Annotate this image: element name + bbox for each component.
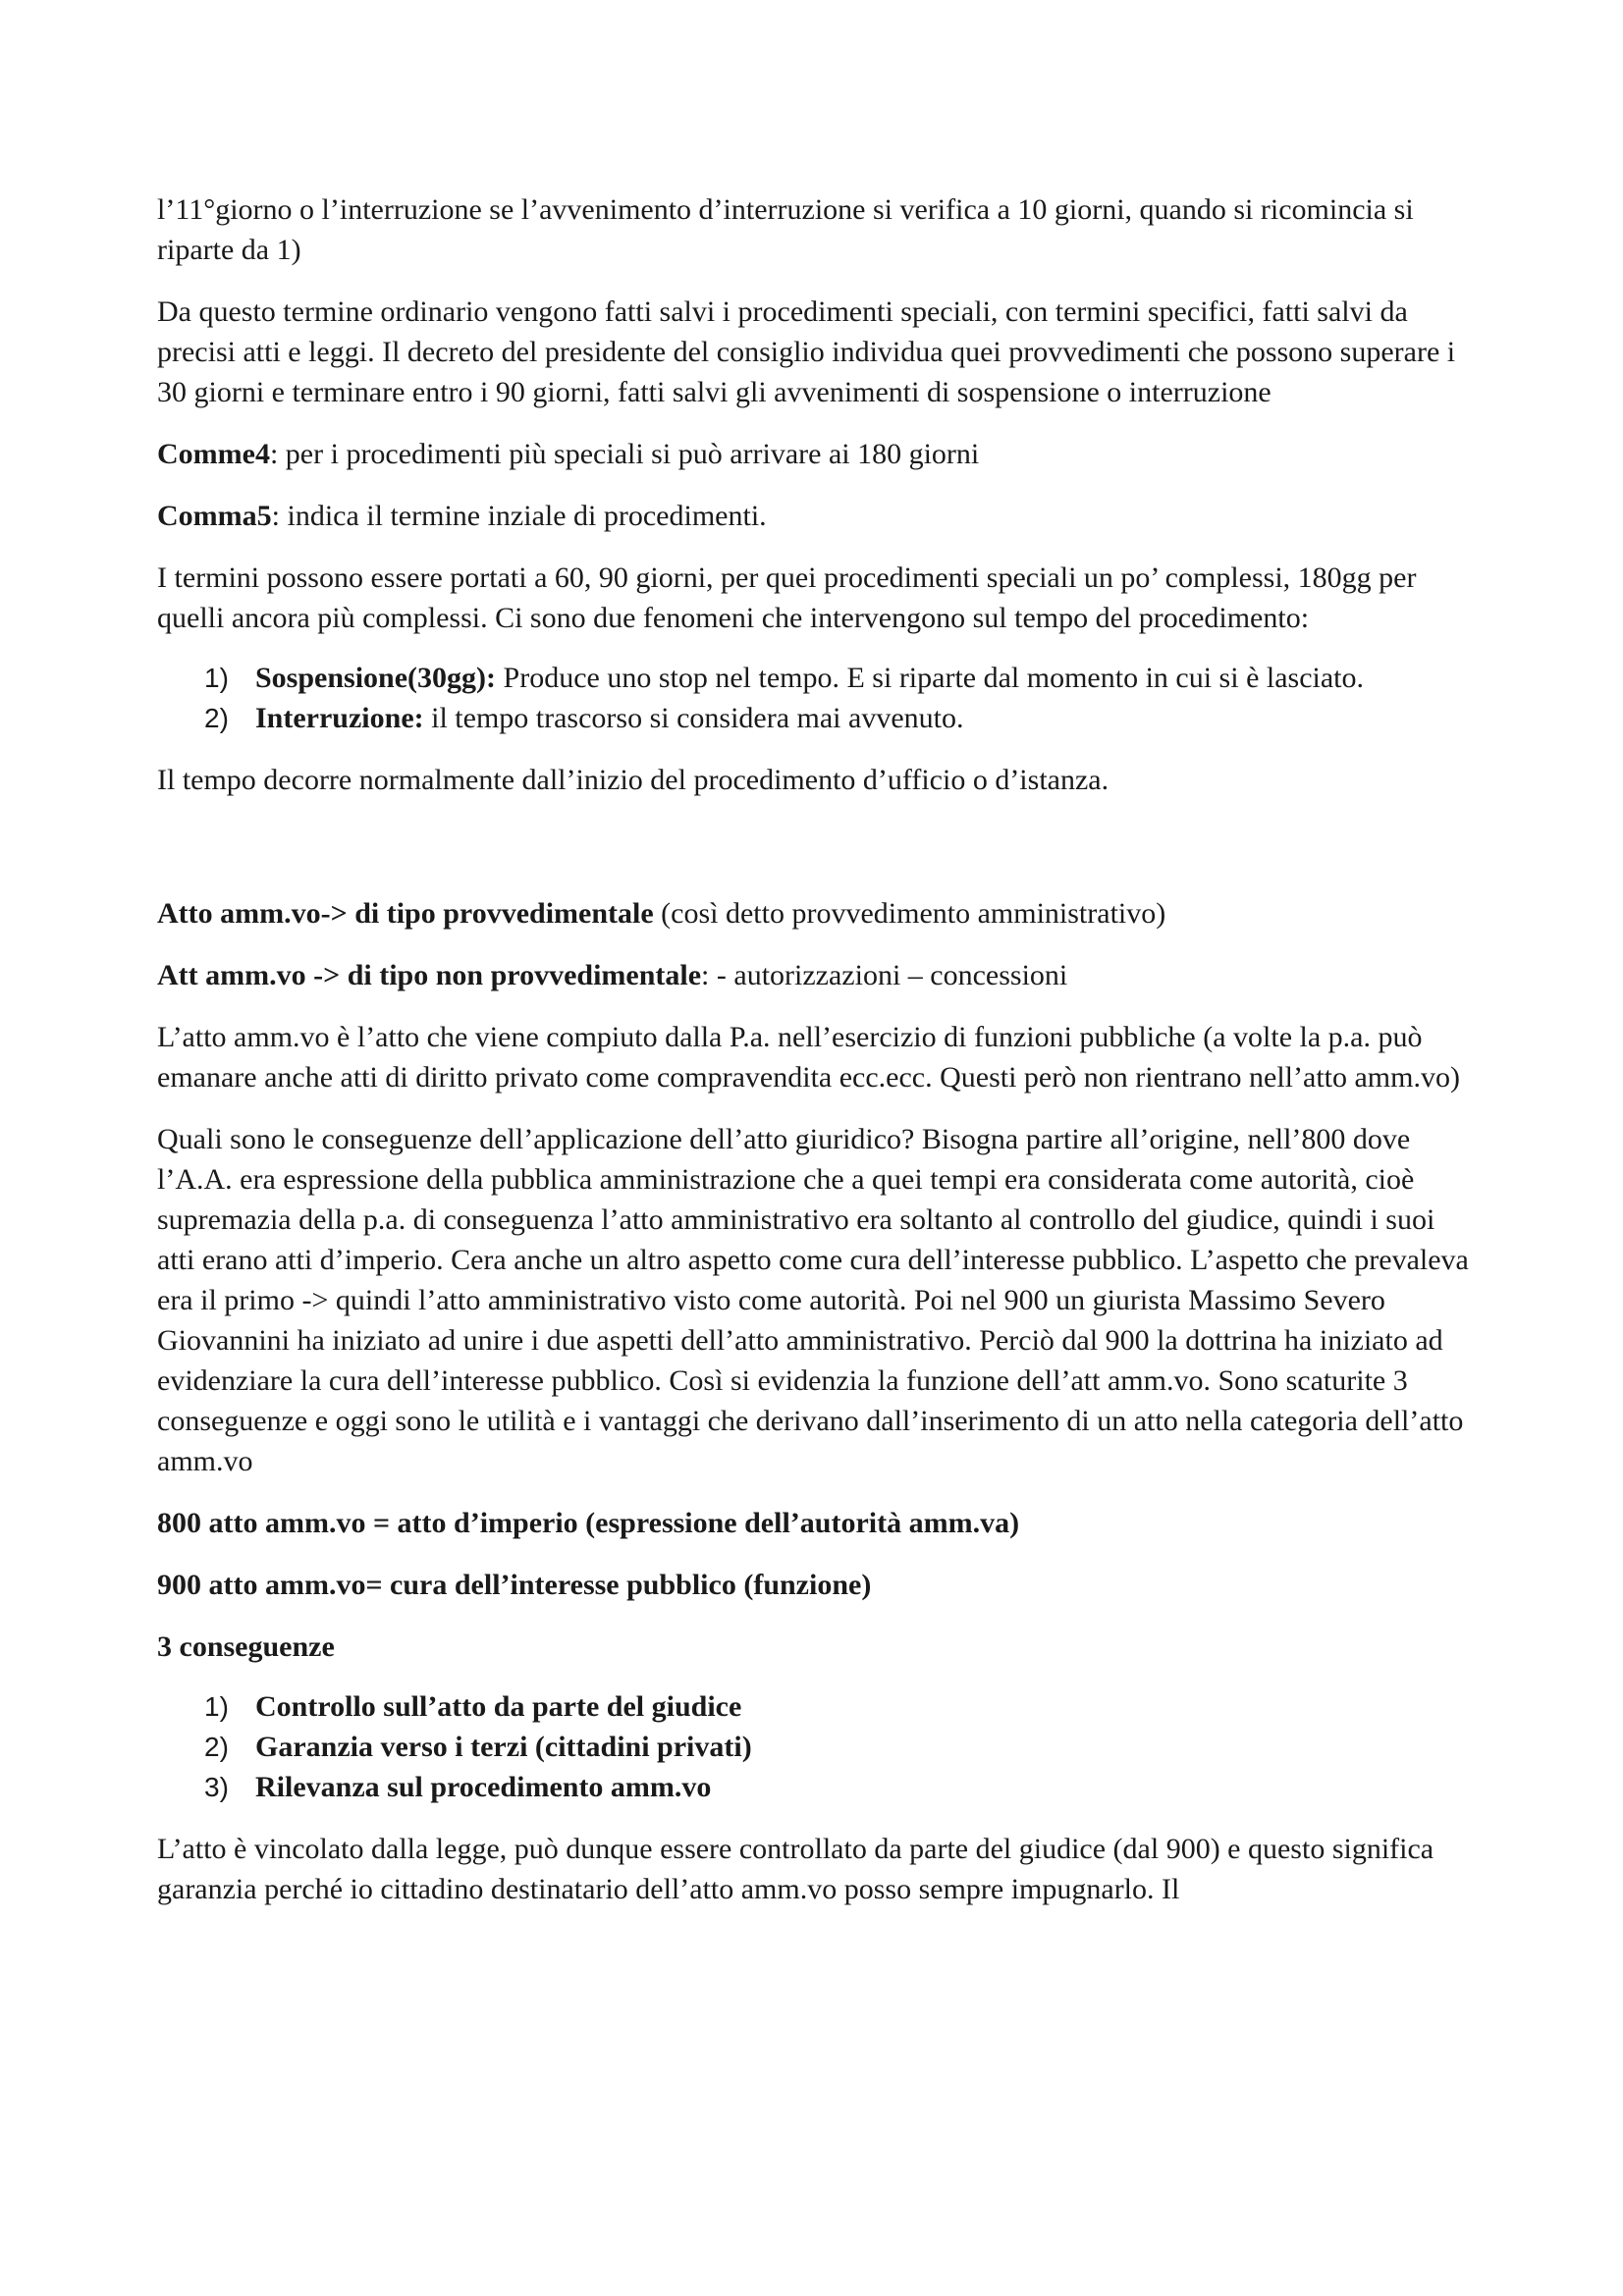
- paragraph-time: Il tempo decorre normalmente dall’inizio del procedimento d’ufficio o d’istanza.: [157, 764, 1109, 796]
- comma4-text: : per i procedimenti più speciali si può arrivare ai 180 giorni: [269, 438, 980, 470]
- list-item-text: il tempo trascorso si considera mai avvenuto.: [423, 702, 964, 734]
- heading-900: 900 atto amm.vo= cura dell’interesse pubblico (funzione): [157, 1569, 872, 1601]
- list-item-text: Garanzia verso i terzi (cittadini privati): [255, 1731, 752, 1763]
- paragraph-comma5: [157, 496, 1473, 536]
- list-number: 2): [204, 1732, 229, 1762]
- list-item: [157, 698, 1473, 738]
- paragraph-atto-provvedimentale: [157, 893, 1473, 934]
- paragraph-atto-non-provvedimentale: [157, 955, 1473, 995]
- list-number: 1): [204, 663, 229, 693]
- paragraph-definition: L’atto amm.vo è l’atto che viene compiuto dalla P.a. nell’esercizio di funzioni pubbliche (a volte la p.a. può emanare anche atti di diritto privato come compravendita ecc.ecc. Questi però non rientrano nell’atto amm.vo): [157, 1021, 1460, 1094]
- list-number: 1): [204, 1691, 229, 1722]
- list-number: 3): [204, 1772, 229, 1802]
- list-item: [157, 658, 1473, 698]
- paragraph-terms: I termini possono essere portati a 60, 90 giorni, per quei procedimenti speciali un po’ complessi, 180gg per quelli ancora più complessi. Ci sono due fenomeni che intervengono sul tempo del procedimento:: [157, 561, 1417, 634]
- paragraph-history: Quali sono le conseguenze dell’applicazione dell’atto giuridico? Bisogna partire all’origine, nell’800 dove l’A.A. era espressione della pubblica amministrazione che a quei tempi era considerata come autorità, cioè supremazia della p.a. di conseguenza l’atto amministrativo era soltanto al controllo del giudice, quindi i suoi atti erano atti d’imperio. Cera anche un altro aspetto come cura dell’interesse pubblico. L’aspetto che prevaleva era il primo -> quindi l’atto amministrativo visto come autorità. Poi nel 900 un giurista Massimo Severo Giovannini ha iniziato ad unire i due aspetti dell’atto amministrativo. Perciò dal 900 la dottrina ha iniziato ad evidenziare la cura dell’interesse pubblico. Così si evidenzia la funzione dell’att amm.vo. Sono scaturite 3 conseguenze e oggi sono le utilità e i vantaggi che derivano dall’inserimento di un atto nella categoria dell’atto amm.vo: [157, 1123, 1469, 1477]
- paragraph-intro: l’11°giorno o l’interruzione se l’avvenimento d’interruzione si verifica a 10 giorni, quando si ricomincia si riparte da 1): [157, 193, 1414, 266]
- comma5-text: : indica il termine inziale di procedimenti.: [271, 500, 767, 532]
- atto-provvedimentale-label: Atto amm.vo-> di tipo provvedimentale: [157, 897, 654, 930]
- list-item-term: Interruzione:: [255, 702, 424, 734]
- heading-conseguenze: 3 conseguenze: [157, 1630, 335, 1663]
- list-item-term: Sospensione(30gg):: [255, 662, 497, 694]
- atto-non-provvedimentale-text: : - autorizzazioni – concessioni: [701, 959, 1068, 991]
- atto-non-provvedimentale-label: Att amm.vo -> di tipo non provvedimentale: [157, 959, 702, 991]
- list-number: 2): [204, 703, 229, 733]
- list-item: [157, 1686, 1473, 1727]
- list-item: [157, 1727, 1473, 1767]
- comma4-label: Comme4: [157, 438, 270, 470]
- atto-provvedimentale-text: (così detto provvedimento amministrativo): [653, 897, 1166, 930]
- document-page: [157, 189, 1473, 1909]
- list-item: [157, 1767, 1473, 1807]
- paragraph-conclusion: L’atto è vincolato dalla legge, può dunque essere controllato da parte del giudice (dal 900) e questo significa garanzia perché io cittadino destinatario dell’atto amm.vo posso sempre impugnarlo. Il: [157, 1833, 1434, 1905]
- paragraph-special-procedures: Da questo termine ordinario vengono fatti salvi i procedimenti speciali, con termini specifici, fatti salvi da precisi atti e leggi. Il decreto del presidente del consiglio individua quei provvedimenti che possono superare i 30 giorni e terminare entro i 90 giorni, fatti salvi gli avvenimenti di sospensione o interruzione: [157, 295, 1456, 408]
- paragraph-comma4: [157, 434, 1473, 474]
- list-item-text: Rilevanza sul procedimento amm.vo: [255, 1771, 712, 1803]
- heading-800: 800 atto amm.vo = atto d’imperio (espressione dell’autorità amm.va): [157, 1507, 1020, 1539]
- comma5-label: Comma5: [157, 500, 272, 532]
- list-item-text: Produce uno stop nel tempo. E si riparte dal momento in cui si è lasciato.: [496, 662, 1365, 694]
- list-item-text: Controllo sull’atto da parte del giudice: [255, 1690, 742, 1723]
- phenomena-list: [157, 658, 1473, 738]
- consequences-list: [157, 1686, 1473, 1807]
